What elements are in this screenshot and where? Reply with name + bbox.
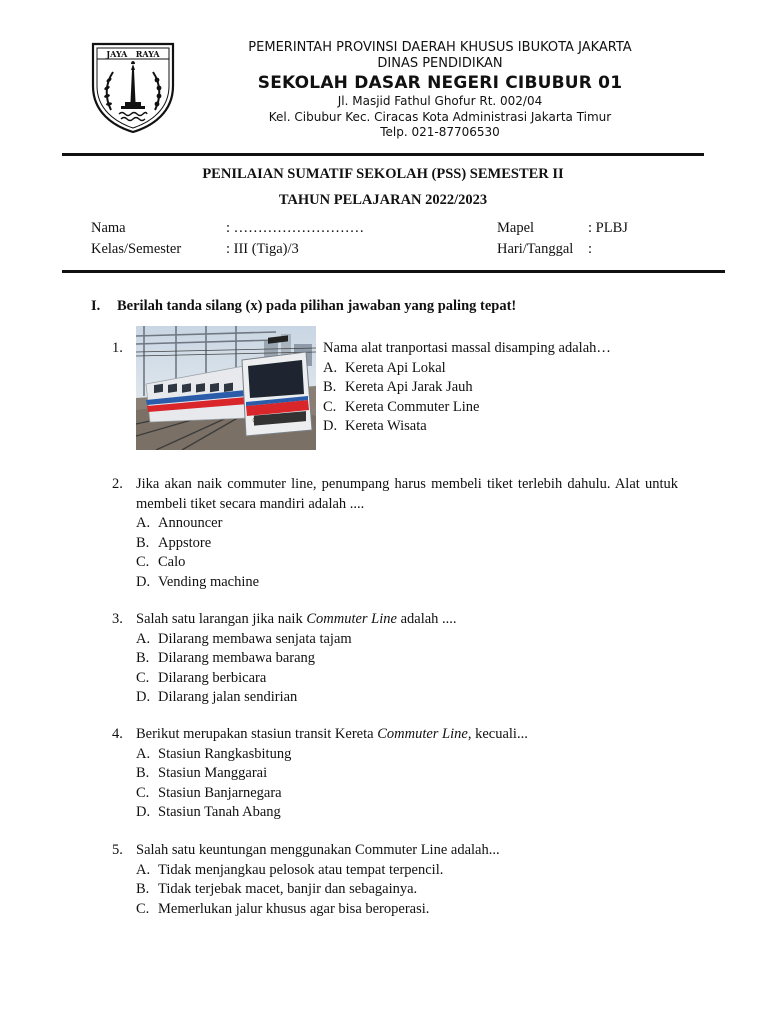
- answer-option-a[interactable]: A. Dilarang membawa senjata tajam: [136, 630, 352, 647]
- question-text: Berikut merupakan stasiun transit Kereta Commuter Line, kecuali...: [136, 726, 528, 742]
- mapel-label: Mapel: [497, 220, 535, 236]
- kelas-label: Kelas/Semester: [91, 241, 182, 257]
- department-name: DINAS PENDIDIKAN: [377, 56, 503, 71]
- answer-option-a[interactable]: A. Tidak menjangkau pelosok atau tempat terpencil.: [136, 861, 444, 878]
- answer-option-c[interactable]: C. Dilarang berbicara: [136, 669, 267, 686]
- kelas-value: : III (Tiga)/3: [226, 241, 299, 257]
- answer-option-b[interactable]: B. Dilarang membawa barang: [136, 650, 316, 666]
- answer-option-d[interactable]: D. Vending machine: [136, 573, 260, 590]
- svg-text:JAYA RAYA: JAYA RAYA: [106, 49, 160, 59]
- question-text: Nama alat tranportasi massal disamping adalah…: [323, 340, 611, 356]
- jakarta-crest-logo: [89, 40, 177, 134]
- exam-title: PENILAIAN SUMATIF SEKOLAH (PSS) SEMESTER II: [202, 166, 564, 182]
- answer-option-b[interactable]: B. Kereta Api Jarak Jauh: [323, 379, 473, 395]
- nama-field: : ………………………: [226, 220, 365, 236]
- hari-label: Hari/Tanggal: [497, 241, 574, 257]
- letterhead-divider: [62, 153, 704, 156]
- nama-label: Nama: [91, 220, 126, 236]
- exam-year: TAHUN PELAJARAN 2022/2023: [278, 192, 488, 208]
- answer-option-c[interactable]: C. Kereta Commuter Line: [323, 398, 480, 415]
- question-5: [112, 841, 678, 919]
- question-number: 5.: [112, 842, 123, 858]
- question-4: [112, 725, 678, 823]
- hari-value: :: [588, 241, 593, 257]
- answer-option-c[interactable]: C. Memerlukan jalur khusus agar bisa beroperasi.: [136, 900, 430, 917]
- government-name: PEMERINTAH PROVINSI DAERAH KHUSUS IBUKOTA JAKARTA: [248, 40, 632, 55]
- answer-option-a[interactable]: A. Stasiun Rangkasbitung: [136, 745, 292, 762]
- question-2: [112, 475, 678, 592]
- school-phone: Telp. 021-87706530: [380, 125, 500, 139]
- school-address: Jl. Masjid Fathul Ghofur Rt. 002/04: [337, 94, 543, 108]
- question-number: 3.: [112, 611, 123, 627]
- question-text: Jika akan naik commuter line, penumpang harus membeli tiket terlebih dahulu. Alat untuk membeli tiket secara mandiri adalah ....: [136, 476, 678, 512]
- question-1: [112, 339, 678, 437]
- answer-option-d[interactable]: D. Dilarang jalan sendirian: [136, 689, 298, 705]
- question-number: 2.: [112, 476, 123, 492]
- answer-option-b[interactable]: B. Tidak terjebak macet, banjir dan sebagainya.: [136, 881, 418, 897]
- answer-option-b[interactable]: B. Stasiun Manggarai: [136, 765, 268, 781]
- question-text: Salah satu keuntungan menggunakan Commuter Line adalah...: [136, 842, 500, 858]
- letterhead: [200, 40, 680, 141]
- section-heading: [91, 298, 516, 315]
- answer-option-c[interactable]: C. Stasiun Banjarnegara: [136, 784, 282, 801]
- answer-option-d[interactable]: D. Stasiun Tanah Abang: [136, 804, 281, 820]
- section-instruction: Berilah tanda silang (x) pada pilihan jawaban yang paling tepat!: [117, 298, 517, 314]
- answer-option-d[interactable]: D. Kereta Wisata: [323, 418, 427, 434]
- answer-option-b[interactable]: B. Appstore: [136, 534, 212, 551]
- school-district: Kel. Cibubur Kec. Ciracas Kota Administrasi Jakarta Timur: [268, 109, 612, 124]
- mapel-value: : PLBJ: [588, 220, 628, 236]
- identity-divider: [62, 270, 725, 273]
- answer-option-a[interactable]: A. Kereta Api Lokal: [323, 359, 446, 376]
- question-number: 4.: [112, 726, 123, 742]
- answer-option-c[interactable]: C. Calo: [136, 554, 186, 570]
- answer-option-a[interactable]: A. Announcer: [136, 515, 223, 531]
- question-text: Salah satu larangan jika naik Commuter Line adalah ....: [136, 611, 457, 627]
- question-3: [112, 610, 678, 708]
- school-name: SEKOLAH DASAR NEGERI CIBUBUR 01: [257, 73, 623, 93]
- section-number: I.: [91, 298, 101, 314]
- question-number: 1.: [112, 340, 123, 356]
